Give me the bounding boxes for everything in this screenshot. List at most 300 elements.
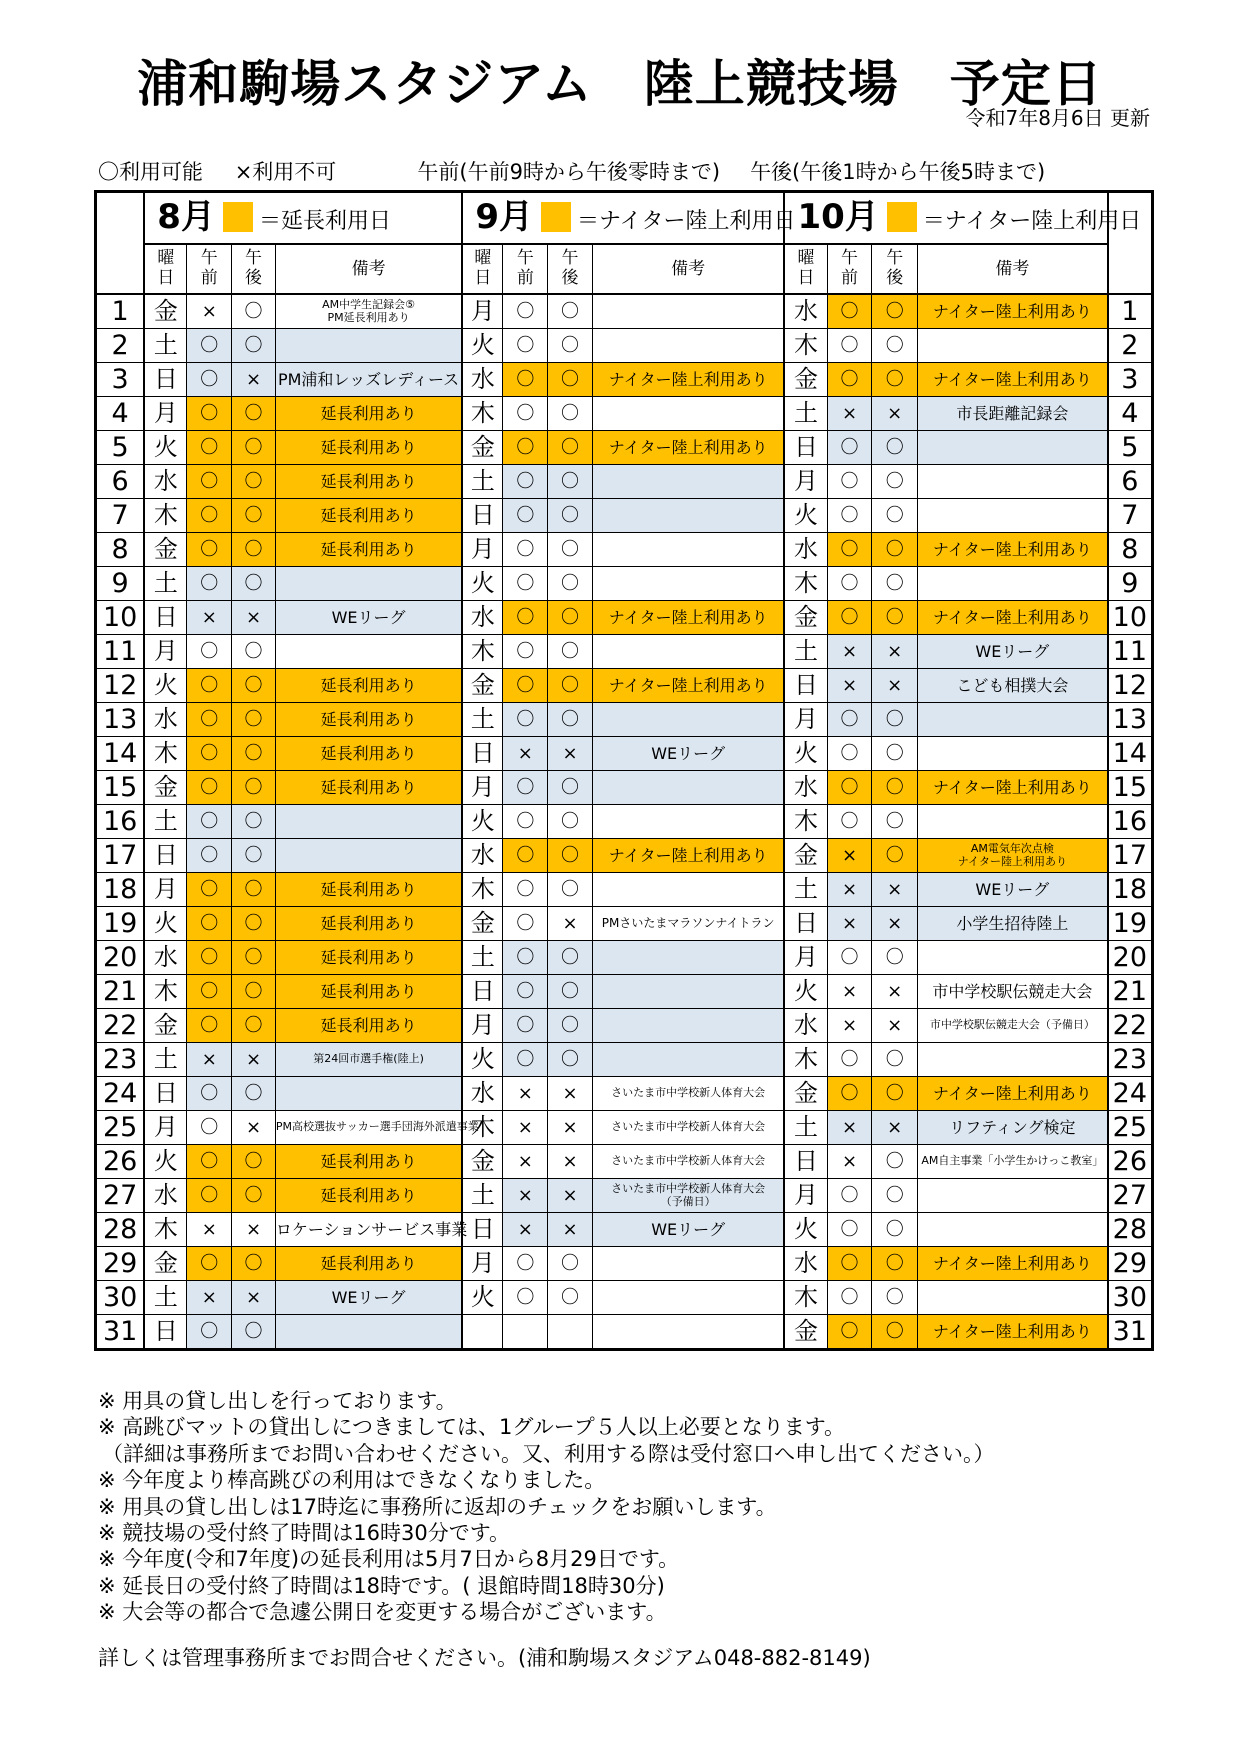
pm-status: 〇	[232, 1247, 276, 1281]
header-corner-left	[96, 192, 145, 295]
weekday-header	[462, 244, 503, 294]
pm-status: 〇	[872, 1145, 918, 1179]
day-number: 21	[96, 975, 145, 1009]
day-number: 1	[1108, 294, 1153, 329]
note-item: ※ 競技場の受付終了時間は16時30分です。	[98, 1521, 511, 1546]
table-row	[96, 601, 1153, 635]
note-cell: 延長利用あり	[275, 703, 462, 737]
note-cell	[592, 329, 784, 363]
note-cell: PM浦和レッズレディース	[275, 363, 462, 397]
pm-status: 〇	[548, 533, 593, 567]
weekday-cell: 土	[462, 703, 503, 737]
note-cell	[592, 1281, 784, 1315]
am-status: 〇	[503, 635, 548, 669]
day-number: 24	[96, 1077, 145, 1111]
am-status: 〇	[187, 839, 232, 873]
pm-status: 〇	[872, 737, 918, 771]
table-row	[96, 669, 1153, 703]
pm-status: ×	[872, 975, 918, 1009]
pm-status: ×	[872, 635, 918, 669]
weekday-cell: 月	[462, 533, 503, 567]
am-status: 〇	[827, 1179, 872, 1213]
table-row	[96, 329, 1153, 363]
pm-status: ×	[232, 601, 276, 635]
table-row	[96, 975, 1153, 1009]
weekday-cell: 日	[462, 737, 503, 771]
am-status: 〇	[187, 499, 232, 533]
legend-pm: 午後(午後1時から午後5時まで)	[750, 160, 1046, 184]
pm-status: 〇	[872, 703, 918, 737]
note-cell	[592, 499, 784, 533]
day-number: 31	[1108, 1315, 1153, 1350]
day-number: 27	[96, 1179, 145, 1213]
month-header-oct	[784, 192, 1142, 245]
pm-status: 〇	[232, 1077, 276, 1111]
weekday-header-text: 曜 日	[797, 248, 815, 288]
day-number: 20	[1108, 941, 1153, 975]
note-item: ※ 用具の貸し出しは17時迄に事務所に返却のチェックをお願いします。	[98, 1494, 777, 1519]
day-number: 12	[96, 669, 145, 703]
am-status: 〇	[503, 601, 548, 635]
day-number: 10	[1108, 601, 1153, 635]
weekday-cell: 月	[784, 1179, 827, 1213]
pm-status: 〇	[232, 465, 276, 499]
note-line: さいたま市中学校新人体育大会	[611, 1182, 766, 1196]
weekday-cell: 月	[144, 635, 187, 669]
weekday-cell: 日	[462, 1213, 503, 1247]
table-row	[96, 839, 1153, 873]
weekday-cell: 月	[462, 1009, 503, 1043]
weekday-cell: 金	[144, 771, 187, 805]
pm-status: 〇	[872, 465, 918, 499]
note-cell: ナイター陸上利用あり	[592, 601, 784, 635]
day-number: 6	[1108, 465, 1153, 499]
weekday-cell: 月	[462, 771, 503, 805]
weekday-cell: 水	[462, 839, 503, 873]
pm-status: 〇	[548, 1043, 593, 1077]
pm-status: 〇	[548, 805, 593, 839]
note-cell	[275, 329, 462, 363]
month-legend: ＝ナイター陸上利用日	[577, 209, 796, 235]
note-cell: ナイター陸上利用あり	[592, 839, 784, 873]
am-status: ×	[187, 601, 232, 635]
pm-status: 〇	[872, 567, 918, 601]
weekday-cell: 日	[144, 839, 187, 873]
note-cell: ナイター陸上利用あり	[592, 363, 784, 397]
note-cell	[918, 329, 1108, 363]
note-cell: さいたま市中学校新人体育大会	[592, 1077, 784, 1111]
am-status: 〇	[827, 601, 872, 635]
pm-status: ×	[232, 1213, 276, 1247]
pm-status: 〇	[548, 397, 593, 431]
weekday-cell: 木	[462, 635, 503, 669]
note-cell: ナイター陸上利用あり	[592, 431, 784, 465]
note-cell: 延長利用あり	[275, 397, 462, 431]
note-cell: WEリーグ	[918, 873, 1108, 907]
note-cell: WEリーグ	[592, 1213, 784, 1247]
table-row	[96, 567, 1153, 601]
weekday-cell: 火	[462, 805, 503, 839]
month-legend: ＝ナイター陸上利用日	[922, 209, 1142, 235]
weekday-cell: 木	[784, 805, 827, 839]
note-cell	[918, 1043, 1108, 1077]
orange-swatch	[887, 202, 917, 232]
note-cell	[275, 1315, 462, 1350]
pm-status: 〇	[548, 329, 593, 363]
am-status: 〇	[187, 1145, 232, 1179]
weekday-cell: 火	[462, 567, 503, 601]
weekday-cell: 木	[462, 1111, 503, 1145]
weekday-cell: 火	[784, 499, 827, 533]
pm-status: 〇	[232, 805, 276, 839]
weekday-cell: 水	[144, 1179, 187, 1213]
pm-status: 〇	[872, 533, 918, 567]
table-row	[96, 1111, 1153, 1145]
am-status: 〇	[187, 771, 232, 805]
note-header	[918, 244, 1108, 294]
weekday-cell: 土	[462, 1179, 503, 1213]
note-cell	[592, 635, 784, 669]
weekday-cell: 火	[462, 329, 503, 363]
day-number: 15	[1108, 771, 1153, 805]
pm-status: 〇	[872, 1043, 918, 1077]
month-label: 10月	[797, 197, 879, 238]
weekday-cell: 土	[144, 1043, 187, 1077]
day-number: 28	[96, 1213, 145, 1247]
pm-status: ×	[548, 1179, 593, 1213]
pm-status: 〇	[872, 1315, 918, 1350]
am-status: 〇	[503, 975, 548, 1009]
weekday-cell: 火	[784, 1213, 827, 1247]
am-status: ×	[503, 1111, 548, 1145]
am-status: 〇	[187, 329, 232, 363]
weekday-cell: 月	[144, 873, 187, 907]
note-cell	[592, 1315, 784, 1350]
day-number: 16	[1108, 805, 1153, 839]
am-status: 〇	[827, 1281, 872, 1315]
note-line: （予備日）	[660, 1194, 716, 1208]
note-cell: 市中学校駅伝競走大会	[918, 975, 1108, 1009]
weekday-cell: 木	[144, 1213, 187, 1247]
weekday-cell: 土	[462, 465, 503, 499]
am-status: 〇	[187, 465, 232, 499]
weekday-cell: 木	[462, 397, 503, 431]
day-number: 4	[96, 397, 145, 431]
note-cell	[592, 873, 784, 907]
note-line: PM延長利用あり	[327, 310, 410, 324]
note-cell	[275, 635, 462, 669]
note-header-text: 備考	[351, 258, 386, 279]
day-number: 12	[1108, 669, 1153, 703]
pm-status: 〇	[232, 737, 276, 771]
weekday-cell: 水	[144, 465, 187, 499]
pm-status: 〇	[872, 499, 918, 533]
day-number: 25	[96, 1111, 145, 1145]
weekday-cell: 火	[784, 737, 827, 771]
pm-status: ×	[548, 1077, 593, 1111]
weekday-cell: 月	[144, 397, 187, 431]
weekday-cell: 日	[144, 1077, 187, 1111]
note-cell	[275, 805, 462, 839]
pm-status: 〇	[548, 567, 593, 601]
day-number: 13	[1108, 703, 1153, 737]
weekday-cell: 日	[144, 1315, 187, 1350]
pm-status: 〇	[548, 499, 593, 533]
note-cell: ナイター陸上利用あり	[592, 669, 784, 703]
pm-status: 〇	[232, 1315, 276, 1350]
note-cell: 市中学校駅伝競走大会（予備日）	[918, 1009, 1108, 1043]
note-cell	[918, 737, 1108, 771]
note-item: ※ 用具の貸し出しを行っております。	[98, 1389, 457, 1413]
weekday-cell: 日	[784, 669, 827, 703]
weekday-cell: 木	[784, 329, 827, 363]
am-status: 〇	[187, 431, 232, 465]
am-status: 〇	[187, 1315, 232, 1350]
pm-status: 〇	[548, 975, 593, 1009]
weekday-cell: 水	[784, 1247, 827, 1281]
pm-status: 〇	[232, 635, 276, 669]
note-cell	[275, 1077, 462, 1111]
weekday-cell: 金	[784, 1077, 827, 1111]
am-status: 〇	[503, 567, 548, 601]
note-cell: 小学生招待陸上	[918, 907, 1108, 941]
day-number: 2	[96, 329, 145, 363]
day-number: 14	[1108, 737, 1153, 771]
note-cell: 延長利用あり	[275, 1145, 462, 1179]
pm-status: 〇	[872, 601, 918, 635]
legend-am: 午前(午前9時から午後零時まで)	[417, 160, 721, 184]
pm-status: 〇	[232, 329, 276, 363]
note-cell: 延長利用あり	[275, 1247, 462, 1281]
note-cell	[918, 1179, 1108, 1213]
am-status: 〇	[503, 771, 548, 805]
note-cell	[592, 1179, 784, 1213]
note-cell: ナイター陸上利用あり	[918, 294, 1108, 329]
am-status: 〇	[187, 669, 232, 703]
am-status: 〇	[503, 1043, 548, 1077]
note-cell: WEリーグ	[275, 1281, 462, 1315]
note-cell	[918, 941, 1108, 975]
weekday-cell: 月	[784, 941, 827, 975]
weekday-cell: 月	[784, 703, 827, 737]
day-number: 7	[96, 499, 145, 533]
am-header-text: 午 前	[200, 248, 218, 288]
table-row	[96, 1043, 1153, 1077]
note-item: ※ 大会等の都合で急遽公開日を変更する場合がございます。	[98, 1600, 667, 1625]
am-status: ×	[827, 669, 872, 703]
note-cell	[918, 431, 1108, 465]
table-row	[96, 771, 1153, 805]
am-status: ×	[503, 1077, 548, 1111]
am-status: ×	[187, 294, 232, 329]
pm-status: 〇	[872, 329, 918, 363]
weekday-cell: 金	[144, 1247, 187, 1281]
pm-status: 〇	[232, 975, 276, 1009]
weekday-cell: 水	[144, 941, 187, 975]
note-cell	[592, 567, 784, 601]
am-status: ×	[503, 1145, 548, 1179]
table-row	[96, 1009, 1153, 1043]
table-row	[96, 703, 1153, 737]
day-number: 6	[96, 465, 145, 499]
note-line: ナイター陸上利用あり	[957, 854, 1067, 868]
weekday-cell: 木	[784, 567, 827, 601]
table-row	[96, 941, 1153, 975]
pm-status: 〇	[872, 771, 918, 805]
note-cell: 延長利用あり	[275, 975, 462, 1009]
note-header-text: 備考	[995, 258, 1030, 279]
am-status: 〇	[827, 431, 872, 465]
note-cell: PMさいたまマラソンナイトラン	[592, 907, 784, 941]
am-status: 〇	[503, 669, 548, 703]
am-status: ×	[827, 907, 872, 941]
am-status: 〇	[187, 1111, 232, 1145]
note-cell: 延長利用あり	[275, 771, 462, 805]
note-cell	[592, 397, 784, 431]
weekday-cell: 金	[784, 839, 827, 873]
day-number: 15	[96, 771, 145, 805]
day-number: 11	[1108, 635, 1153, 669]
note-cell: 延長利用あり	[275, 907, 462, 941]
am-status: 〇	[187, 1247, 232, 1281]
pm-status: ×	[232, 363, 276, 397]
note-cell	[592, 294, 784, 329]
month-legend: ＝延長利用日	[258, 209, 391, 235]
weekday-cell: 木	[144, 975, 187, 1009]
am-status: ×	[827, 975, 872, 1009]
note-cell	[592, 975, 784, 1009]
note-header	[275, 244, 462, 294]
weekday-cell: 日	[462, 499, 503, 533]
month-header-row	[96, 192, 1153, 245]
pm-status: 〇	[232, 941, 276, 975]
weekday-cell: 日	[784, 1145, 827, 1179]
pm-status: ×	[548, 737, 593, 771]
note-cell: ナイター陸上利用あり	[918, 363, 1108, 397]
day-number: 9	[96, 567, 145, 601]
note-cell: さいたま市中学校新人体育大会	[592, 1145, 784, 1179]
am-status: 〇	[187, 975, 232, 1009]
note-cell: 延長利用あり	[275, 1009, 462, 1043]
pm-status: 〇	[232, 873, 276, 907]
am-status: 〇	[503, 294, 548, 329]
note-cell	[918, 1281, 1108, 1315]
am-header	[827, 244, 872, 294]
pm-status: 〇	[548, 873, 593, 907]
am-status: 〇	[503, 805, 548, 839]
table-row	[96, 1213, 1153, 1247]
table-row	[96, 1281, 1153, 1315]
note-cell	[592, 1043, 784, 1077]
note-cell: ナイター陸上利用あり	[918, 601, 1108, 635]
note-cell	[592, 533, 784, 567]
weekday-cell: 土	[144, 805, 187, 839]
note-cell	[592, 771, 784, 805]
table-row	[96, 465, 1153, 499]
weekday-cell: 日	[784, 907, 827, 941]
table-row	[96, 363, 1153, 397]
note-cell: ナイター陸上利用あり	[918, 533, 1108, 567]
pm-status: 〇	[872, 1213, 918, 1247]
am-status: 〇	[503, 703, 548, 737]
am-status: 〇	[187, 941, 232, 975]
day-number: 16	[96, 805, 145, 839]
am-status: ×	[827, 839, 872, 873]
weekday-cell: 土	[784, 873, 827, 907]
pm-status: 〇	[872, 941, 918, 975]
am-status: ×	[187, 1281, 232, 1315]
weekday-cell: 木	[462, 873, 503, 907]
pm-status: ×	[872, 1009, 918, 1043]
am-status: ×	[503, 1179, 548, 1213]
day-number: 1	[96, 294, 145, 329]
am-status: 〇	[187, 703, 232, 737]
day-number: 19	[1108, 907, 1153, 941]
am-status: 〇	[503, 431, 548, 465]
am-status: ×	[503, 737, 548, 771]
pm-status: ×	[872, 1111, 918, 1145]
note-cell: リフティング検定	[918, 1111, 1108, 1145]
table-row	[96, 1077, 1153, 1111]
weekday-cell: 水	[462, 1077, 503, 1111]
note-cell: 延長利用あり	[275, 873, 462, 907]
day-number: 10	[96, 601, 145, 635]
day-number: 26	[96, 1145, 145, 1179]
note-cell	[918, 1213, 1108, 1247]
note-item: ※ 延長日の受付終了時間は18時です。( 退館時間18時30分)	[98, 1573, 665, 1598]
weekday-cell: 水	[784, 533, 827, 567]
note-cell	[592, 703, 784, 737]
day-number: 29	[1108, 1247, 1153, 1281]
day-number: 8	[1108, 533, 1153, 567]
weekday-cell: 木	[784, 1281, 827, 1315]
note-cell	[275, 839, 462, 873]
weekday-cell: 月	[144, 1111, 187, 1145]
day-number: 14	[96, 737, 145, 771]
note-cell	[275, 567, 462, 601]
weekday-cell: 月	[462, 1247, 503, 1281]
weekday-header-text: 曜 日	[474, 248, 492, 288]
contact-info: 詳しくは管理事務所までお問合せください。(浦和駒場スタジアム048-882-8149)	[98, 1646, 871, 1670]
am-status: 〇	[187, 1179, 232, 1213]
am-status: 〇	[503, 499, 548, 533]
pm-status: 〇	[232, 431, 276, 465]
note-cell: こども相撲大会	[918, 669, 1108, 703]
weekday-cell: 金	[462, 669, 503, 703]
day-number: 5	[96, 431, 145, 465]
updated-date: 令和7年8月6日 更新	[965, 106, 1150, 130]
pm-status: 〇	[548, 465, 593, 499]
day-number: 28	[1108, 1213, 1153, 1247]
am-header	[187, 244, 232, 294]
day-number: 25	[1108, 1111, 1153, 1145]
am-status: 〇	[503, 363, 548, 397]
table-row	[96, 499, 1153, 533]
day-number: 18	[1108, 873, 1153, 907]
am-status: 〇	[827, 329, 872, 363]
note-line: AM中学生記録会⑤	[322, 298, 416, 312]
day-number: 26	[1108, 1145, 1153, 1179]
note-cell: 市長距離記録会	[918, 397, 1108, 431]
day-number: 9	[1108, 567, 1153, 601]
day-number: 27	[1108, 1179, 1153, 1213]
am-status: 〇	[503, 533, 548, 567]
am-status: ×	[827, 1009, 872, 1043]
weekday-cell: 金	[784, 1315, 827, 1350]
am-status: 〇	[827, 363, 872, 397]
day-number: 17	[96, 839, 145, 873]
am-status: ×	[187, 1213, 232, 1247]
